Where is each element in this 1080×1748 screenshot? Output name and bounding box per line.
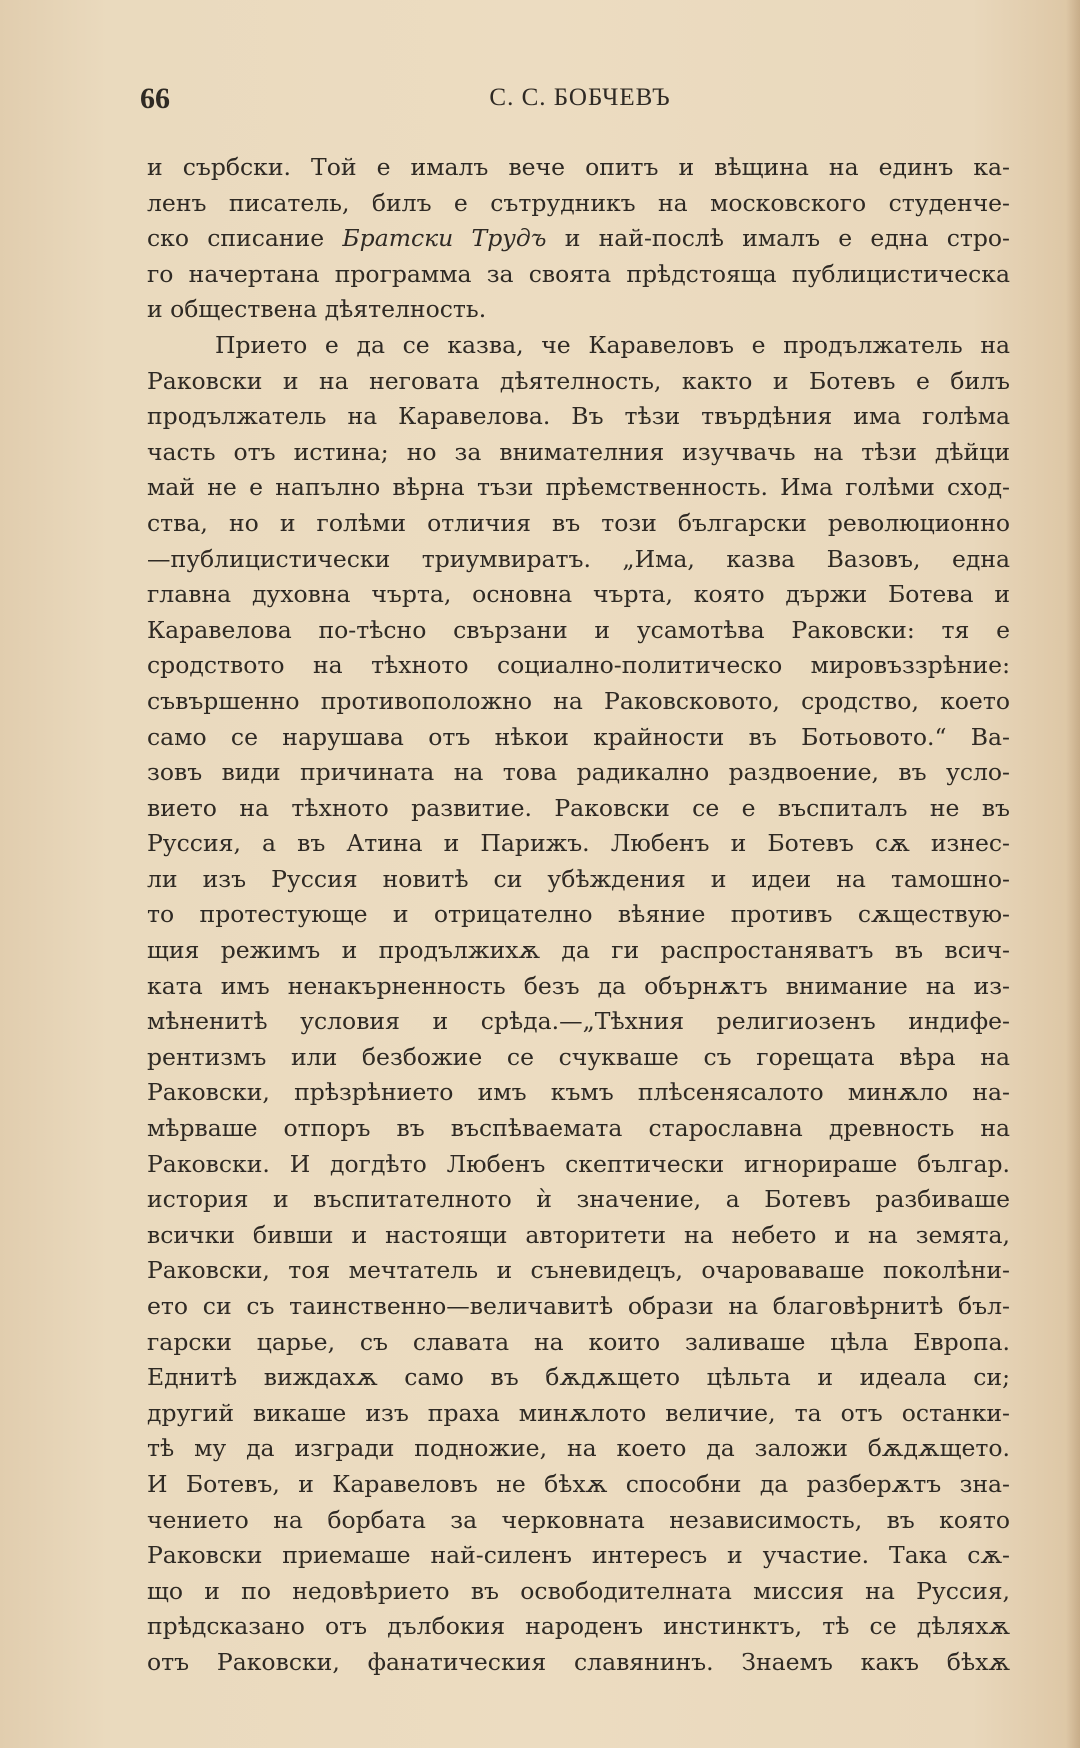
- text-line: история и въспитателното ѝ значение, а Ботевъ разбиваше: [147, 1185, 1010, 1214]
- text-line: мѣненитѣ условия и срѣда.—„Тѣхния религиозенъ индифе-: [147, 1007, 1010, 1036]
- text-line: Раковски и на неговата дѣятелность, както и Ботевъ е билъ: [147, 366, 1010, 395]
- text-line: отъ Раковски, фанатическия славянинъ. Знаемъ какъ бѣхѫ: [147, 1647, 1010, 1676]
- text-line: май не е напълно вѣрна тъзи прѣемственность. Има голѣми сход-: [147, 473, 1010, 502]
- text-line: всички бивши и настоящи авторитети на небето и на земята,: [147, 1220, 1010, 1249]
- text-line: Раковски. И догдѣто Любенъ скептически игнорираше българ.: [147, 1149, 1010, 1178]
- text-line: зовъ види причината на това радикално раздвоение, въ усло-: [147, 758, 1010, 787]
- body-text: [147, 150, 1010, 1681]
- text-line: Раковски, прѣзрѣнието имъ къмъ плѣсенясалото минѫло на-: [147, 1078, 1010, 1107]
- text-line: и сърбски. Той е ималъ вече опитъ и вѣщина на единъ ка-: [147, 153, 1010, 181]
- text-line: Раковски, тоя мечтатель и съневидецъ, очароваваше поколѣни-: [147, 1256, 1010, 1285]
- text-line: другий викаше изъ праха минѫлото величие, та отъ останки-: [147, 1398, 1010, 1427]
- text-line: И Ботевъ, и Каравеловъ не бѣхѫ способни да разберѫтъ зна-: [147, 1469, 1010, 1498]
- page-edge-shadow: [1066, 0, 1080, 1748]
- text-line: вието на тѣхното развитие. Раковски се е въспиталъ не въ: [147, 793, 1010, 822]
- text-line: ли изъ Руссия новитѣ си убѣждения и идеи на тамошно-: [147, 864, 1010, 893]
- running-title: С. С. БОБЧЕВЪ: [489, 84, 671, 111]
- text-line: то протестующе и отрицателно вѣяние противъ сѫществую-: [147, 900, 1010, 929]
- text-line: го начертана программа за своята прѣдстояща публицистическа: [147, 259, 1010, 288]
- text-line: мѣрваше отпоръ въ въспѣваемата старославна древность на: [147, 1114, 1010, 1143]
- text-line: сродството на тѣхното социално-политическо мировъззрѣние:: [147, 651, 1010, 680]
- text-line: ства, но и голѣми отличия въ този български революционно: [147, 508, 1010, 537]
- text-line: гарски царье, съ славата на които заливаше цѣла Европа.: [147, 1327, 1010, 1356]
- journal-title: Братски Трудъ: [342, 224, 547, 253]
- text-line: и обществена дѣятелность.: [147, 295, 487, 324]
- text-line: часть отъ истина; но за внимателния изучвачь на тѣзи дѣйци: [147, 437, 1010, 466]
- text-line: прѣдсказано отъ дълбокия народенъ инстинктъ, тѣ се дѣляхѫ: [147, 1612, 1010, 1641]
- page-number: 66: [140, 82, 170, 115]
- text-line: чението на борбата за черковната независимость, въ която: [147, 1505, 1010, 1534]
- text-line: ето си съ таинственно—величавитѣ образи на благовѣрнитѣ бъл-: [147, 1292, 1010, 1320]
- text-line: Раковски приемаше най-силенъ интересъ и участие. Така сѫ-: [147, 1541, 1010, 1570]
- text-line: —публицистически триумвиратъ. „Има, казва Вазовъ, една: [147, 544, 1010, 573]
- text-line: що и по недовѣрието въ освободителната миссия на Руссия,: [147, 1576, 1010, 1605]
- text-line: Еднитѣ виждахѫ само въ бѫдѫщето цѣльта и идеала си;: [147, 1363, 1010, 1392]
- text-line: главна духовна чърта, основна чърта, която държи Ботева и: [147, 580, 1010, 609]
- text-line: Прието е да се казва, че Каравеловъ е продължатель на: [215, 330, 1010, 359]
- text-line: ско списание Братски Трудъ и най-послѣ ималъ е една стро-: [147, 224, 1010, 253]
- text-line: Каравелова по-тѣсно свързани и усамотѣва Раковски: тя е: [147, 615, 1010, 644]
- text-line: рентизмъ или безбожие се счукваше съ горещата вѣра на: [147, 1042, 1010, 1071]
- text-line: продължатель на Каравелова. Въ тѣзи твърдѣния има голѣма: [147, 402, 1010, 431]
- text-line: съвършенно противоположно на Раковсковото, сродство, което: [147, 686, 1010, 715]
- text-line: ката имъ ненакърненность безъ да обърнѫтъ внимание на из-: [147, 971, 1010, 1000]
- page-header: [140, 82, 1020, 118]
- text-line: Руссия, а въ Атина и Парижъ. Любенъ и Ботевъ сѫ изнес-: [147, 829, 1010, 858]
- text-line: само се нарушава отъ нѣкои крайности въ Ботьовото.“ Ва-: [147, 722, 1010, 751]
- text-line: ленъ писатель, билъ е сътрудникъ на московского студенче-: [147, 188, 1010, 217]
- text-line: щия режимъ и продължихѫ да ги распростаняватъ въ всич-: [147, 936, 1010, 965]
- text-line: тѣ му да изгради подножие, на което да заложи бѫдѫщето.: [147, 1434, 1010, 1463]
